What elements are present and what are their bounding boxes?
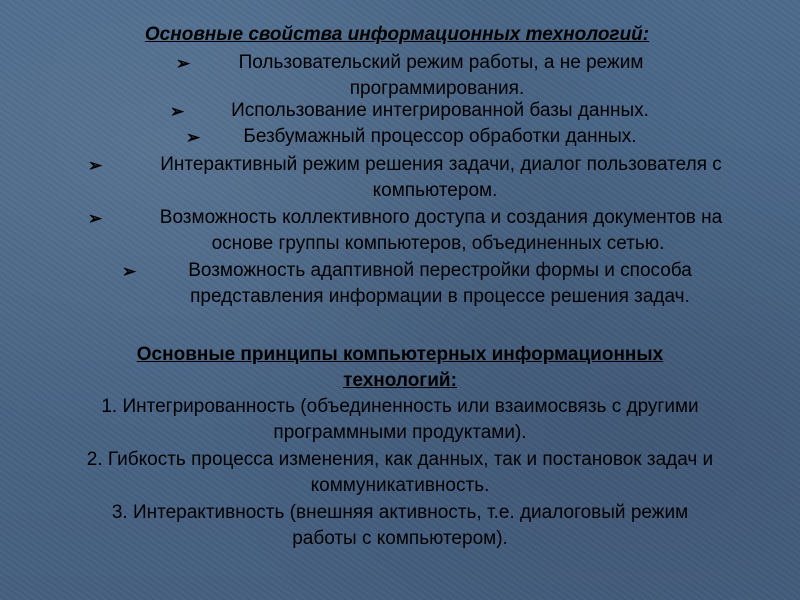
property-item-3-line1: Безбумажный процессор обработки данных. <box>243 126 637 147</box>
property-item-4-line2: компьютером. <box>372 180 498 201</box>
property-item-6-line1: Возможность адаптивной перестройки формы и способа <box>188 260 692 281</box>
property-item-6-line2: представления информации в процессе решения задач. <box>190 286 690 307</box>
arrowhead-bullet-icon: ➢ <box>176 54 191 73</box>
arrowhead-bullet-icon: ➢ <box>186 128 201 147</box>
principle-item-3-line2: работы с компьютером). <box>292 528 508 549</box>
property-item-5-line1: Возможность коллективного доступа и создания документов на <box>159 207 723 228</box>
property-item-5-line2: основе группы компьютеров, объединенных сетью. <box>211 233 665 254</box>
principle-item-2-line2: коммуникативность. <box>310 475 490 496</box>
arrowhead-bullet-icon: ➢ <box>122 262 137 281</box>
principle-item-1-line1: 1. Интегрированность (объединенность или взаимосвязь с другими <box>101 396 699 417</box>
property-item-1-line2: программирования. <box>349 78 525 99</box>
principle-item-1-line2: программными продуктами). <box>273 422 527 443</box>
property-item-4-line1: Интерактивный режим решения задачи, диалог пользователя с <box>160 154 722 175</box>
principle-item-2-line1: 2. Гибкость процесса изменения, как данных, так и постановок задач и <box>86 449 714 470</box>
arrowhead-bullet-icon: ➢ <box>170 102 185 121</box>
arrowhead-bullet-icon: ➢ <box>88 156 103 175</box>
property-item-1-line1: Пользовательский режим работы, а не режим <box>238 52 644 73</box>
principles-heading-line2: технологий: <box>343 370 457 391</box>
properties-heading: Основные свойства информационных технологий: <box>144 24 650 45</box>
property-item-2-line1: Использование интегрированной базы данных. <box>231 100 649 121</box>
principles-heading-line1: Основные принципы компьютерных информационных <box>136 344 664 365</box>
arrowhead-bullet-icon: ➢ <box>88 209 103 228</box>
principle-item-3-line1: 3. Интерактивность (внешняя активность, т.е. диалоговый режим <box>111 502 689 523</box>
